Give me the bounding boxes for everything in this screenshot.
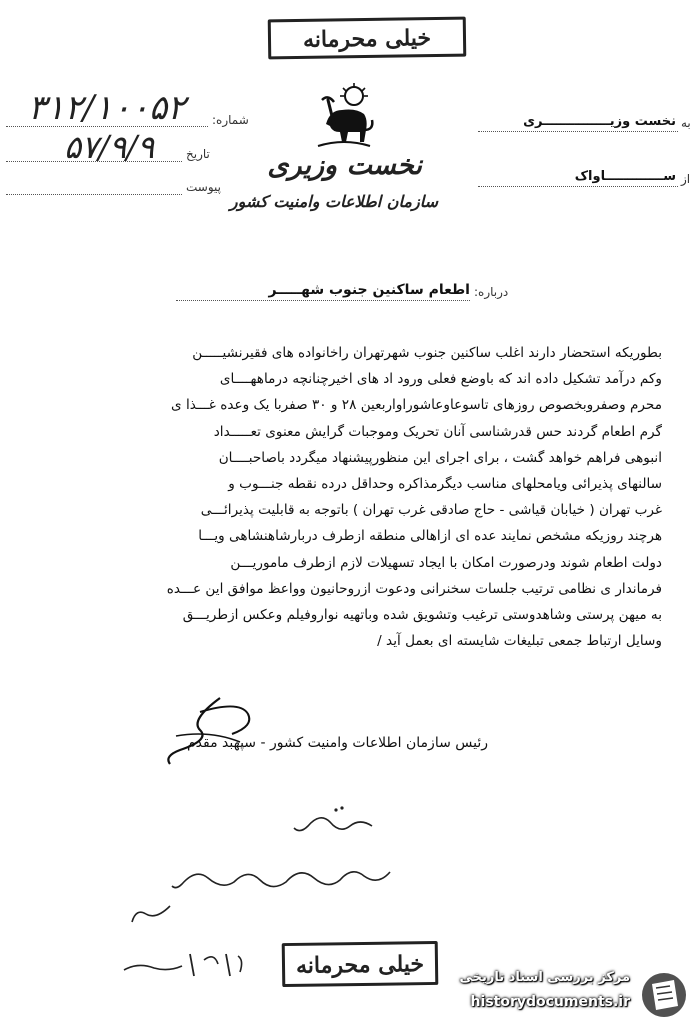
from-line [478, 186, 678, 187]
watermark-url: historydocuments.ir [470, 994, 630, 1010]
letter-body [62, 340, 662, 654]
body-line: گرم اطعام گردند حس قدرشناسی آنان تحریک وموجبات گرایش معنوی تعـــــداد [213, 423, 662, 440]
top-confidential-stamp: خیلی محرمانه [268, 17, 467, 60]
from-value: ســـــــــــــاواک [574, 169, 676, 184]
to-value: نخست وزیـــــــــــــــری [523, 114, 676, 129]
attachment-label: پیوست [186, 180, 221, 194]
lion-and-sun-emblem [308, 80, 380, 152]
subject-line [176, 300, 470, 301]
watermark-org-name: مرکز بررسی اسناد تاریخی [459, 970, 630, 985]
watermark [430, 968, 696, 1022]
body-line: وکم درآمد تشکیل داده اند که باوضع فعلی ورود اد های اخیرچنانچه درماههــــای [219, 371, 662, 388]
to-label: به [681, 116, 691, 130]
signature-line: رئیس سازمان اطلاعات وامنیت کشور - سپهبد مقدم [187, 735, 488, 751]
body-line: محرم وصفروبخصوص روزهای تاسوعاوعاشوراواربعین ۲۸ و ۳۰ صفربا یک وعده غـــذا ی [170, 397, 662, 414]
body-line: سالنهای پذیرائی ویامحلهای مناسب دیگرمذاکره وحداقل درده نقطه جنـــوب و [228, 476, 662, 493]
body-line: وسایل ارتباط جمعی تبلیغات شایسته ای بعمل آید / [377, 633, 662, 650]
number-label: شماره: [212, 113, 249, 127]
body-line: فرماندار ی نظامی ترتیب جلسات سخنرانی ودعوت ازروحانیون وواعظ موافق این عـــده [166, 580, 662, 597]
lion-and-sun-icon [308, 80, 380, 152]
body-line: بطوریکه استحضار دارند اغلب ساکنین جنوب شهرتهران راخانواده های فقیرنشیـــــن [192, 345, 662, 361]
org-title: نخست وزیری [267, 150, 422, 181]
handwritten-date-bottom [118, 942, 248, 982]
to-line [478, 131, 678, 132]
subject-value: اطعام ساکنین جنوب شهـــــر [268, 282, 470, 298]
subject-label: درباره: [474, 285, 509, 299]
body-line: انبوهی فراهم خواهد گشت ، برای اجرای این منظورپیشنهاد میگردد باصاحبــــان [218, 449, 662, 466]
handwritten-note-2 [168, 856, 398, 896]
handwritten-note-1 [290, 800, 380, 840]
bottom-confidential-stamp: خیلی محرمانه [282, 941, 439, 987]
body-line: غرب تهران ( خیابان قیاشی - حاج صادقی غرب تهران ) باتوجه به قابلیت پذیرائـــی [200, 502, 662, 519]
body-line: هرچند روزیکه مشخص نمایند عده ای ازاهالی منطقه ازطرف دربارشاهنشاهی ویـــا [198, 528, 662, 545]
date-label: تاریخ [186, 147, 210, 161]
date-value: ۵۷/۹/۹ [64, 128, 155, 166]
watermark-logo-icon [638, 970, 690, 1020]
body-line: دولت اطعام شوند ودرصورت امکان با ایجاد تسهیلات لازم ازطرف ماموریـــن [230, 554, 662, 571]
handwritten-note-3 [126, 900, 176, 930]
org-subtitle: سازمان اطلاعات وامنیت کشور [229, 192, 438, 211]
from-label: از [681, 172, 691, 186]
number-value: ۳۱۲/۱۰۰۵۲ [28, 88, 186, 128]
body-line: به میهن پرستی وشاهدوستی ترغیب وتشویق شده وباتهیه نواروفیلم وعکس ازطریـــق [182, 607, 662, 624]
signature-scribble [150, 690, 270, 770]
attachment-line [6, 194, 182, 195]
